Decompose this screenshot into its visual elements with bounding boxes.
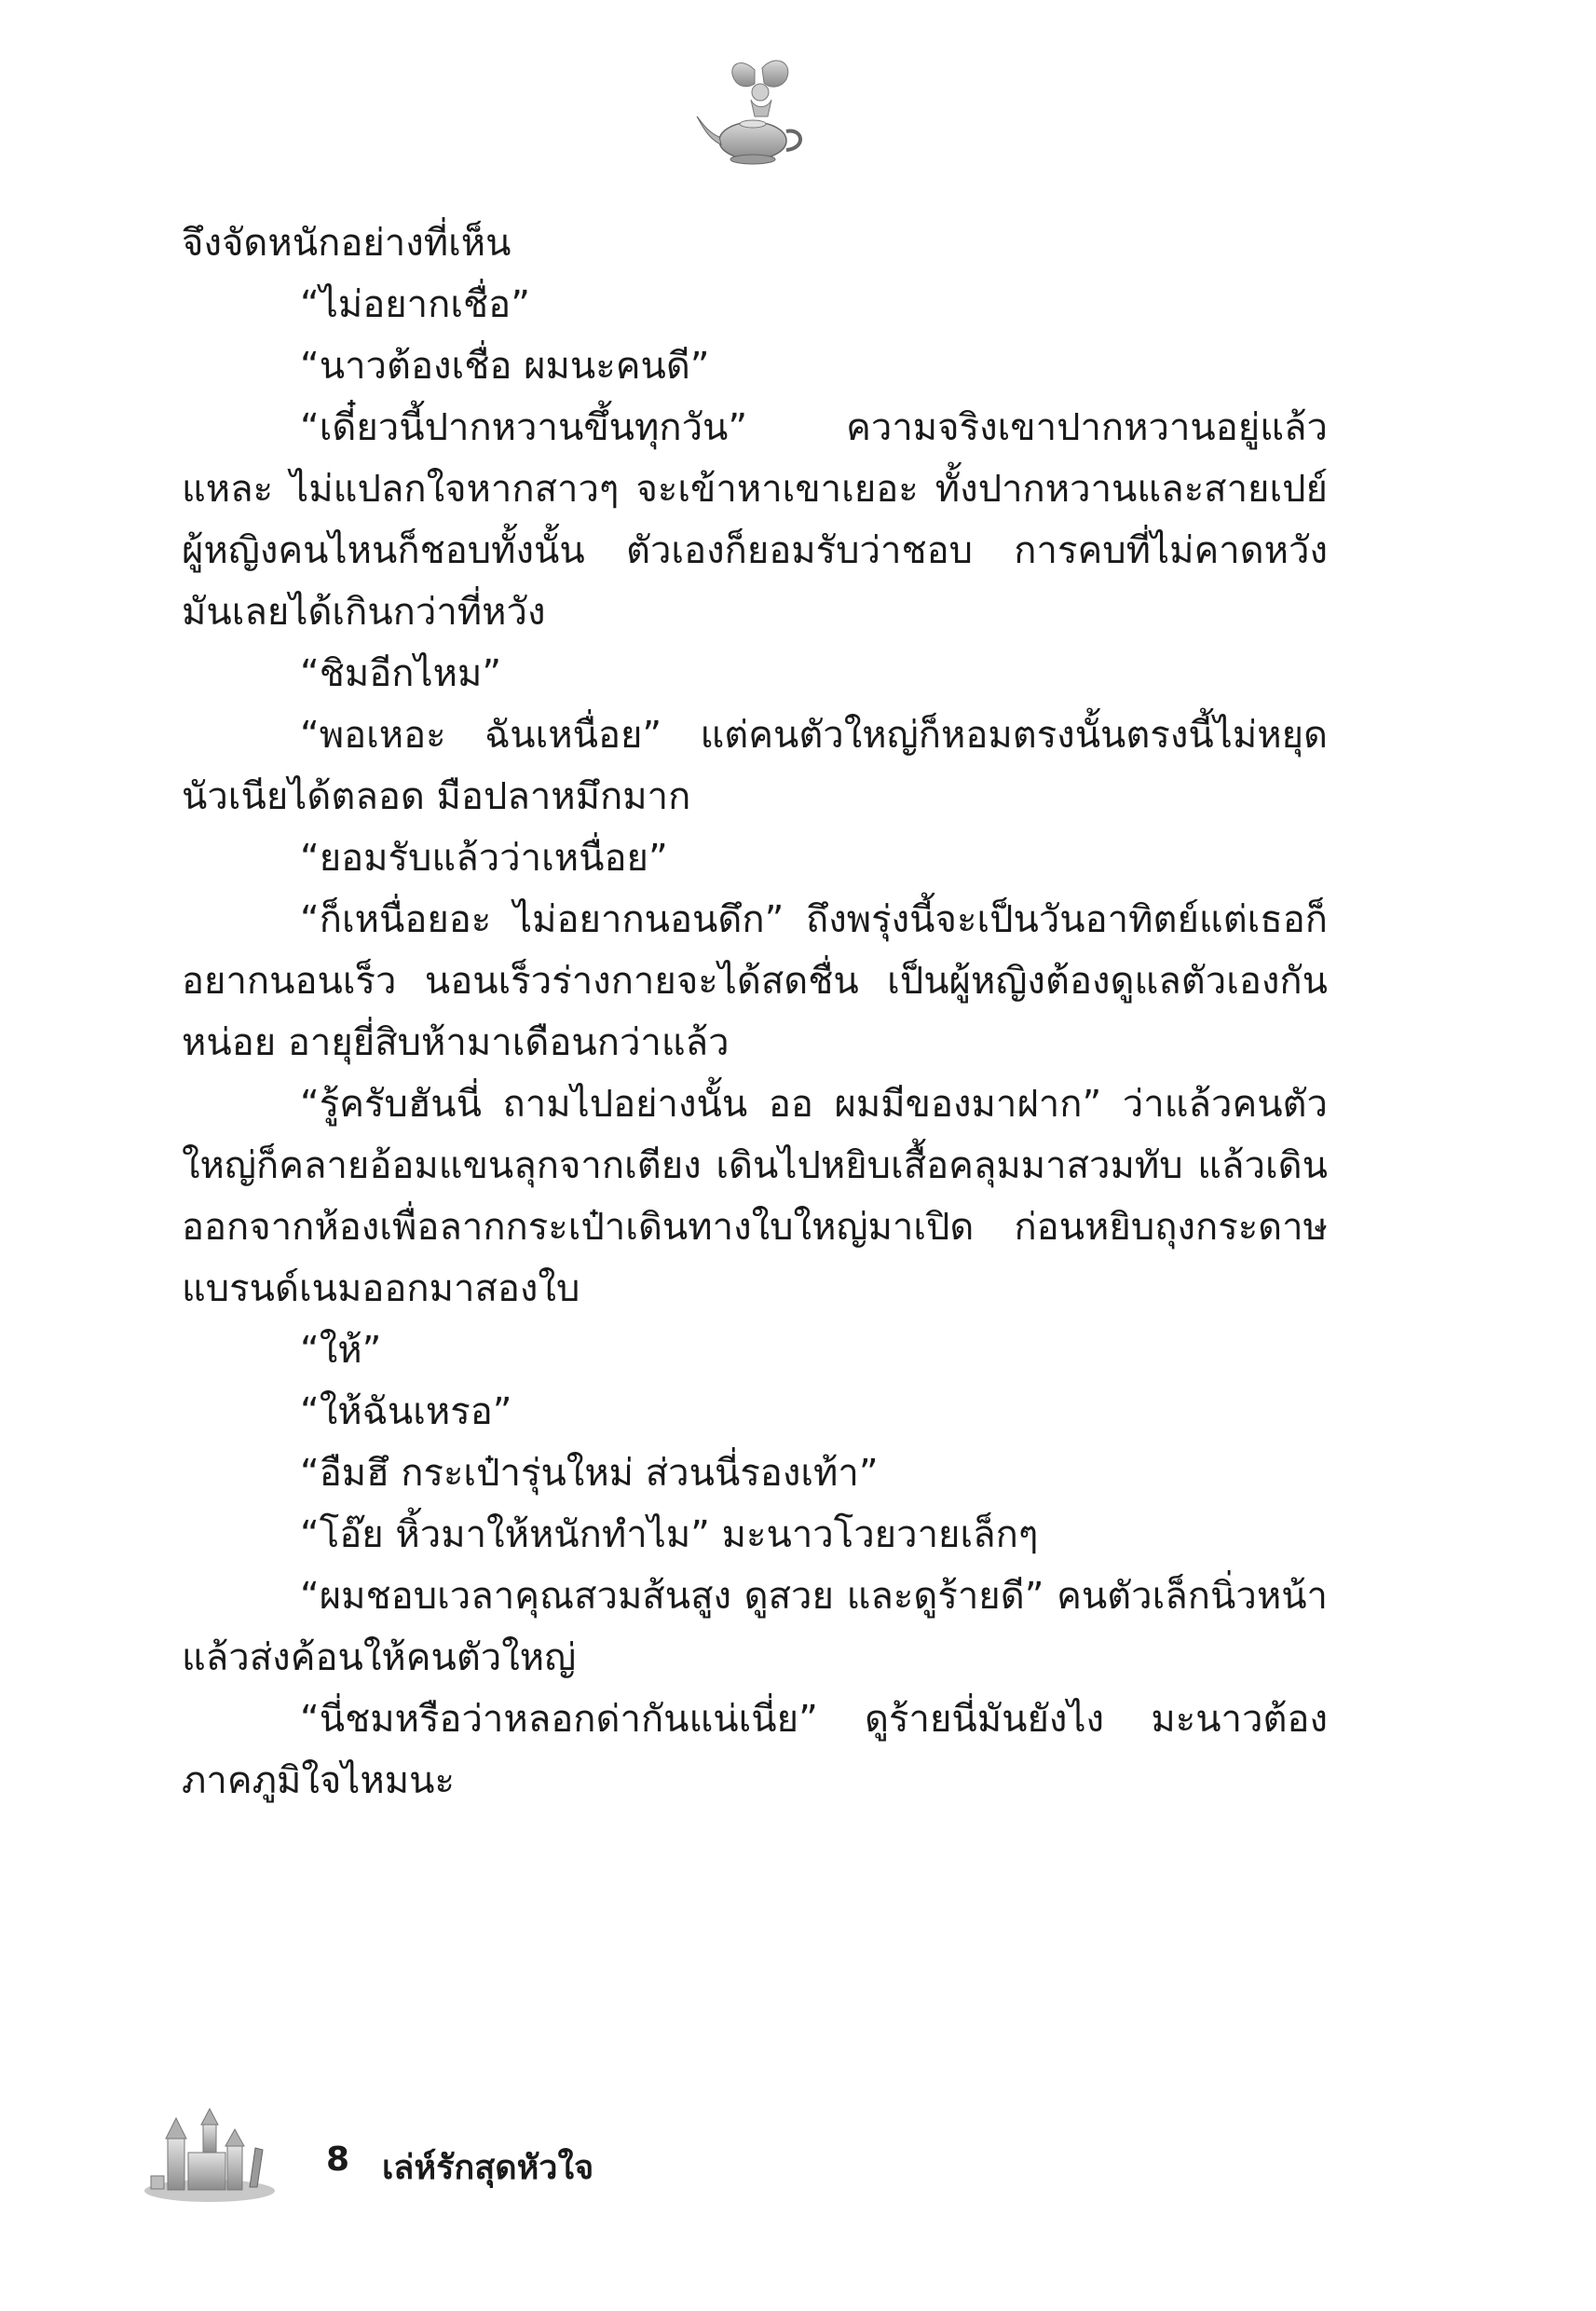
paragraph: “นาวต้องเชื่อ ผมนะคนดี” <box>300 345 710 388</box>
paragraph: “ไม่อยากเชื่อ” <box>300 283 530 326</box>
paragraph: “ชิมอีกไหม” <box>300 652 502 695</box>
paragraph: “อืมฮึ กระเป๋ารุ่นใหม่ ส่วนนี่รองเท้า” <box>300 1452 879 1495</box>
paragraph: “ให้ฉันเหรอ” <box>300 1390 512 1433</box>
body-text <box>182 212 1328 1812</box>
book-title: เล่ห์รักสุดหัวใจ <box>382 2149 594 2187</box>
paragraph: “ผมชอบเวลาคุณสวมส้นสูง ดูสวย และดูร้ายดี” คนตัวเล็กนิ่วหน้าแล้วส่งค้อนให้คนตัวใหญ่ <box>182 1575 1328 1679</box>
paragraph: “นี่ชมหรือว่าหลอกด่ากันแน่เนี่ย” ดูร้ายนี่มันยังไง มะนาวต้องภาคภูมิใจไหมนะ <box>182 1698 1328 1802</box>
paragraph: “ยอมรับแล้วว่าเหนื่อย” <box>300 837 668 880</box>
paragraph: “โอ๊ย หิ้วมาให้หนักทำไม” มะนาวโวยวายเล็กๆ <box>300 1513 1039 1556</box>
paragraph: “ก็เหนื่อยอะ ไม่อยากนอนดึก” ถึงพรุ่งนี้จะเป็นวันอาทิตย์แต่เธอก็อยากนอนเร็ว นอนเร็วร่างกายจะได้สดชื่น เป็นผู้หญิงต้องดูแลตัวเองกันหน่อย อายุยี่สิบห้ามาเดือนกว่าแล้ว <box>182 898 1328 1064</box>
castle-ornament-icon <box>140 2101 280 2204</box>
paragraph: จึงจัดหนักอย่างที่เห็น <box>182 222 512 265</box>
paragraph: “รู้ครับฮันนี่ ถามไปอย่างนั้น ออ ผมมีของมาฝาก” ว่าแล้วคนตัวใหญ่ก็คลายอ้อมแขนลุกจากเตียง เดินไปหยิบเสื้อคลุมมาสวมทับ แล้วเดินออกจากห้องเพื่อลากกระเป๋าเดินทางใบใหญ่มาเปิด ก่อนหยิบถุงกระดาษแบรนด์เนมออกมาสองใบ <box>182 1083 1328 1310</box>
cupid-teapot-ornament-icon <box>689 51 820 172</box>
paragraph: “เดี๋ยวนี้ปากหวานขึ้นทุกวัน” ความจริงเขาปากหวานอยู่แล้วแหละ ไม่แปลกใจหากสาวๆ จะเข้าหาเขาเยอะ ทั้งปากหวานและสายเปย์ ผู้หญิงคนไหนก็ชอบทั้งนั้น ตัวเองก็ยอมรับว่าชอบ การคบที่ไม่คาดหวัง มันเลยได้เกินกว่าที่หวัง <box>182 406 1328 634</box>
paragraph: “ให้” <box>300 1329 382 1372</box>
paragraph: “พอเหอะ ฉันเหนื่อย” แต่คนตัวใหญ่ก็หอมตรงนั้นตรงนี้ไม่หยุด นัวเนียได้ตลอด มือปลาหมึกมาก <box>182 714 1328 818</box>
page-footer <box>140 2101 792 2213</box>
page-number: 8 <box>326 2140 350 2179</box>
